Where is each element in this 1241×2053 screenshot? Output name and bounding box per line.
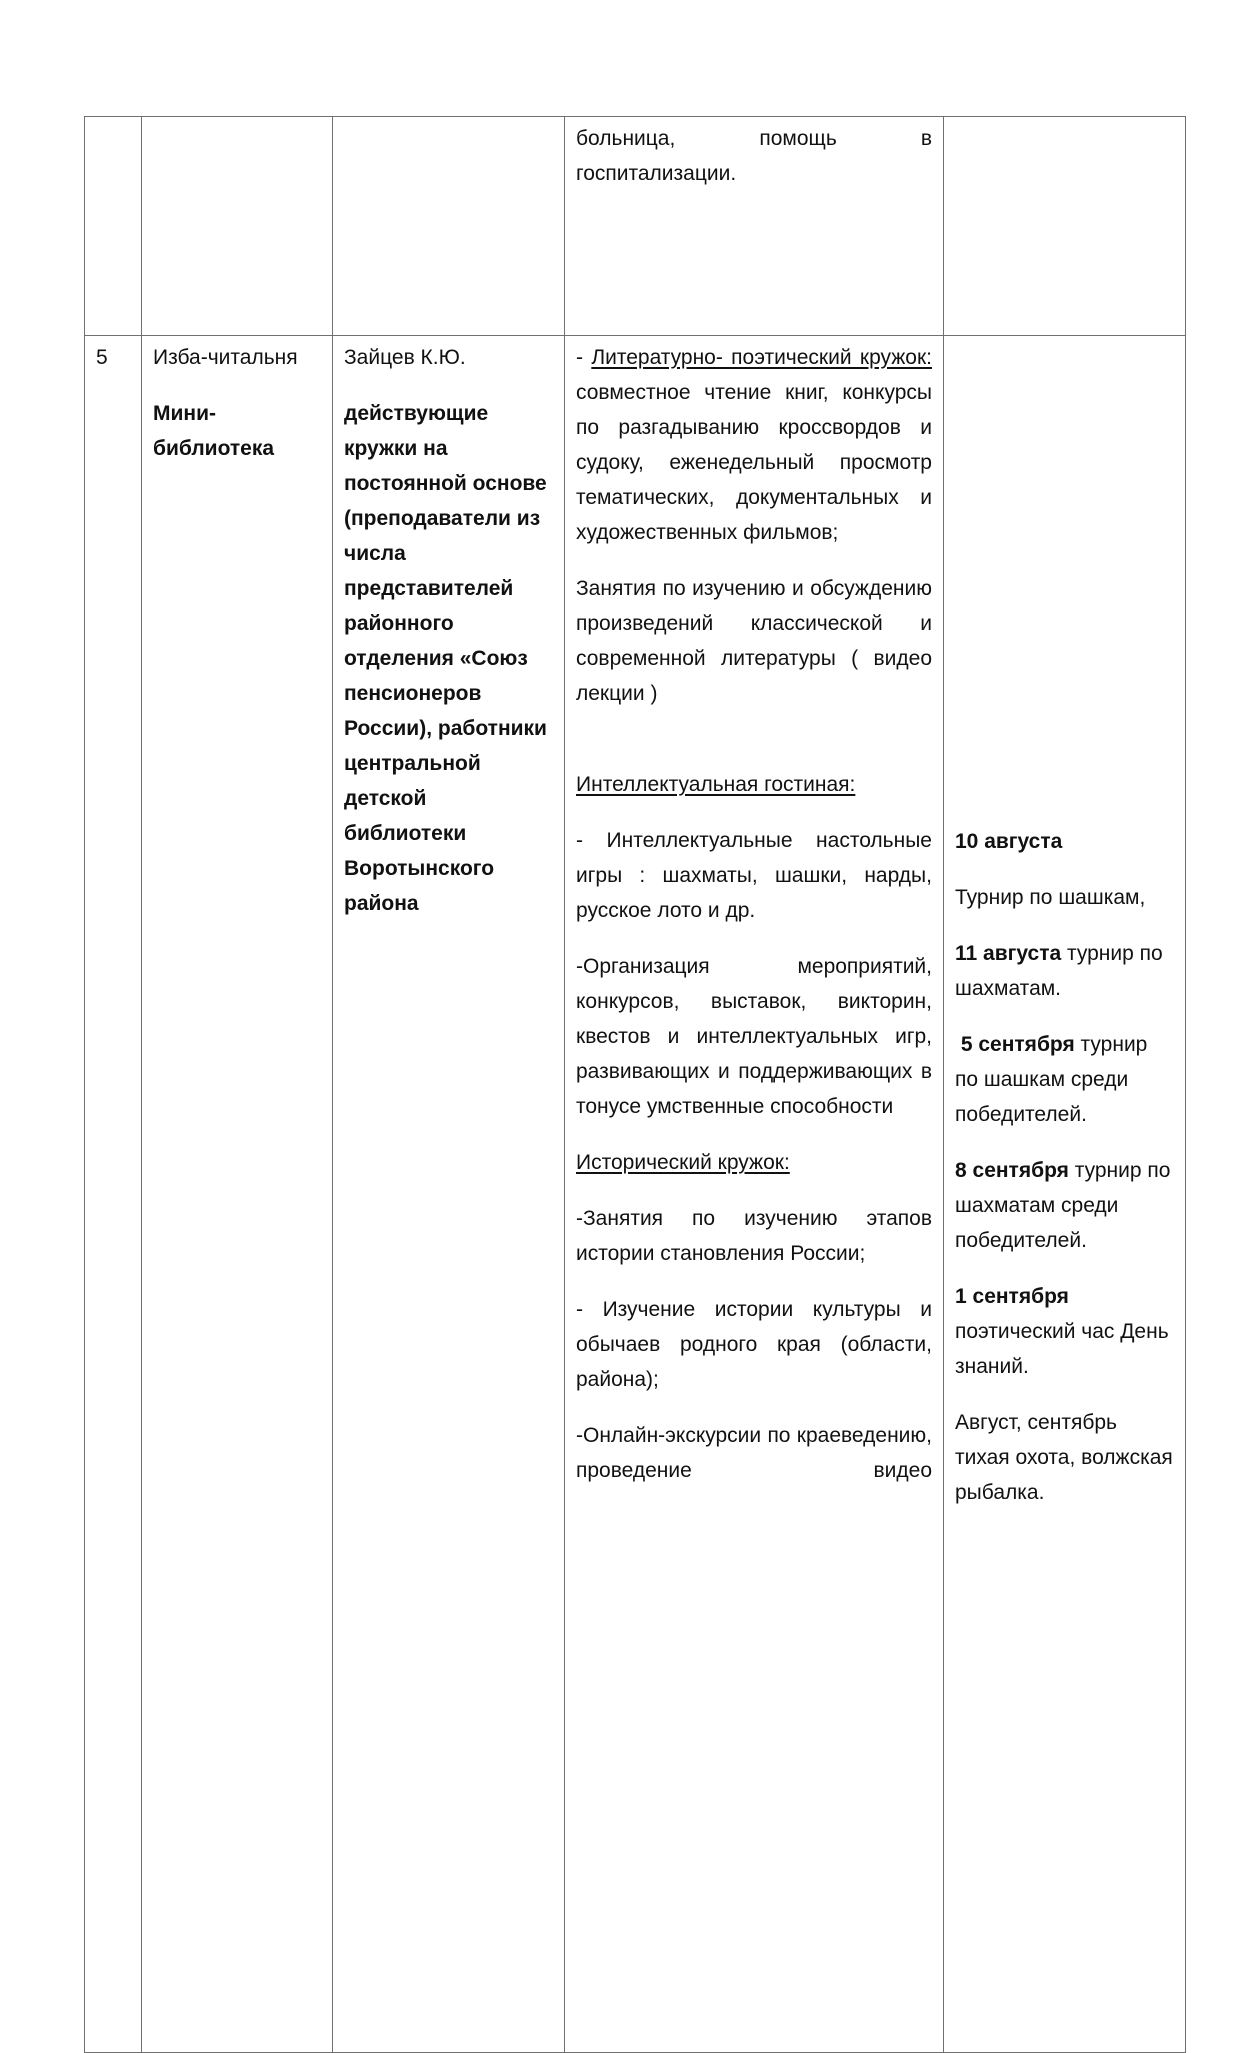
- responsible-person: Зайцев К.Ю.: [344, 346, 466, 369]
- number-cell: [85, 336, 142, 2053]
- history-stages-paragraph: -Занятия по изучению этапов истории становления России;: [576, 1207, 932, 1265]
- event-item: 8 сентября турнир по шахматам среди победителей.: [955, 1159, 1171, 1252]
- venue-name: Изба-читальня: [153, 346, 298, 369]
- description-cell: [565, 336, 944, 2053]
- event-date: 10 августа: [955, 830, 1063, 853]
- description-line: больница, помощь в: [576, 127, 932, 150]
- table-row: [85, 117, 1186, 336]
- event-item: 1 сентября: [955, 1285, 1069, 1308]
- board-games-paragraph: - Интеллектуальные настольные игры : шахматы, шашки, нарды, русское лото и др.: [576, 829, 932, 922]
- table-row: [85, 336, 1186, 2053]
- venue-subname: Мини-библиотека: [153, 402, 275, 460]
- responsible-cell: [333, 117, 565, 336]
- event-item: 11 августа турнир по шахматам.: [955, 942, 1163, 1000]
- responsible-cell: [333, 336, 565, 2053]
- executors-text: действующие кружки на постоянной основе (преподаватели из числа представителей районного отделения «Союз пенсионеров России), работники центральной детской библиотеки Воротынского района: [344, 402, 547, 915]
- literary-club-paragraph: - Литературно- поэтический кружок: совместное чтение книг, конкурсы по разгадыванию кроссвордов и судоку, еженедельный просмотр тематических, документальных и художественных фильмов;: [576, 346, 933, 544]
- row-number: 5: [96, 346, 108, 369]
- history-club-heading: Исторический кружок:: [576, 1151, 790, 1174]
- local-culture-paragraph: - Изучение истории культуры и обычаев родного края (области, района);: [576, 1298, 932, 1391]
- events-cell: [944, 117, 1186, 336]
- events-organization-paragraph: -Организация мероприятий, конкурсов, выставок, викторин, квестов и интеллектуальных игр, развивающих и поддерживающих в тонусе умственные способности: [576, 955, 932, 1118]
- event-text: Август, сентябрь тихая охота, волжская рыбалка.: [955, 1411, 1173, 1504]
- literary-club-heading: Литературно- поэтический кружок:: [591, 346, 933, 369]
- description-cell: [565, 117, 944, 336]
- description-line: госпитализации.: [576, 162, 737, 185]
- event-text: Турнир по шашкам,: [955, 886, 1146, 909]
- event-item: 5 сентября турнир по шашкам среди победителей.: [955, 1033, 1148, 1126]
- literature-lessons-paragraph: Занятия по изучению и обсуждению произведений классической и современной литературы ( видео лекции ): [576, 577, 932, 705]
- name-cell: [142, 117, 333, 336]
- name-cell: [142, 336, 333, 2053]
- online-excursions-paragraph: -Онлайн-экскурсии по краеведению, проведение видео: [576, 1424, 932, 1482]
- event-text: поэтический час День знаний.: [955, 1320, 1169, 1378]
- intellectual-lounge-heading: Интеллектуальная гостиная:: [576, 773, 856, 796]
- number-cell: [85, 117, 142, 336]
- events-table: [84, 116, 1186, 2053]
- events-cell: [944, 336, 1186, 2053]
